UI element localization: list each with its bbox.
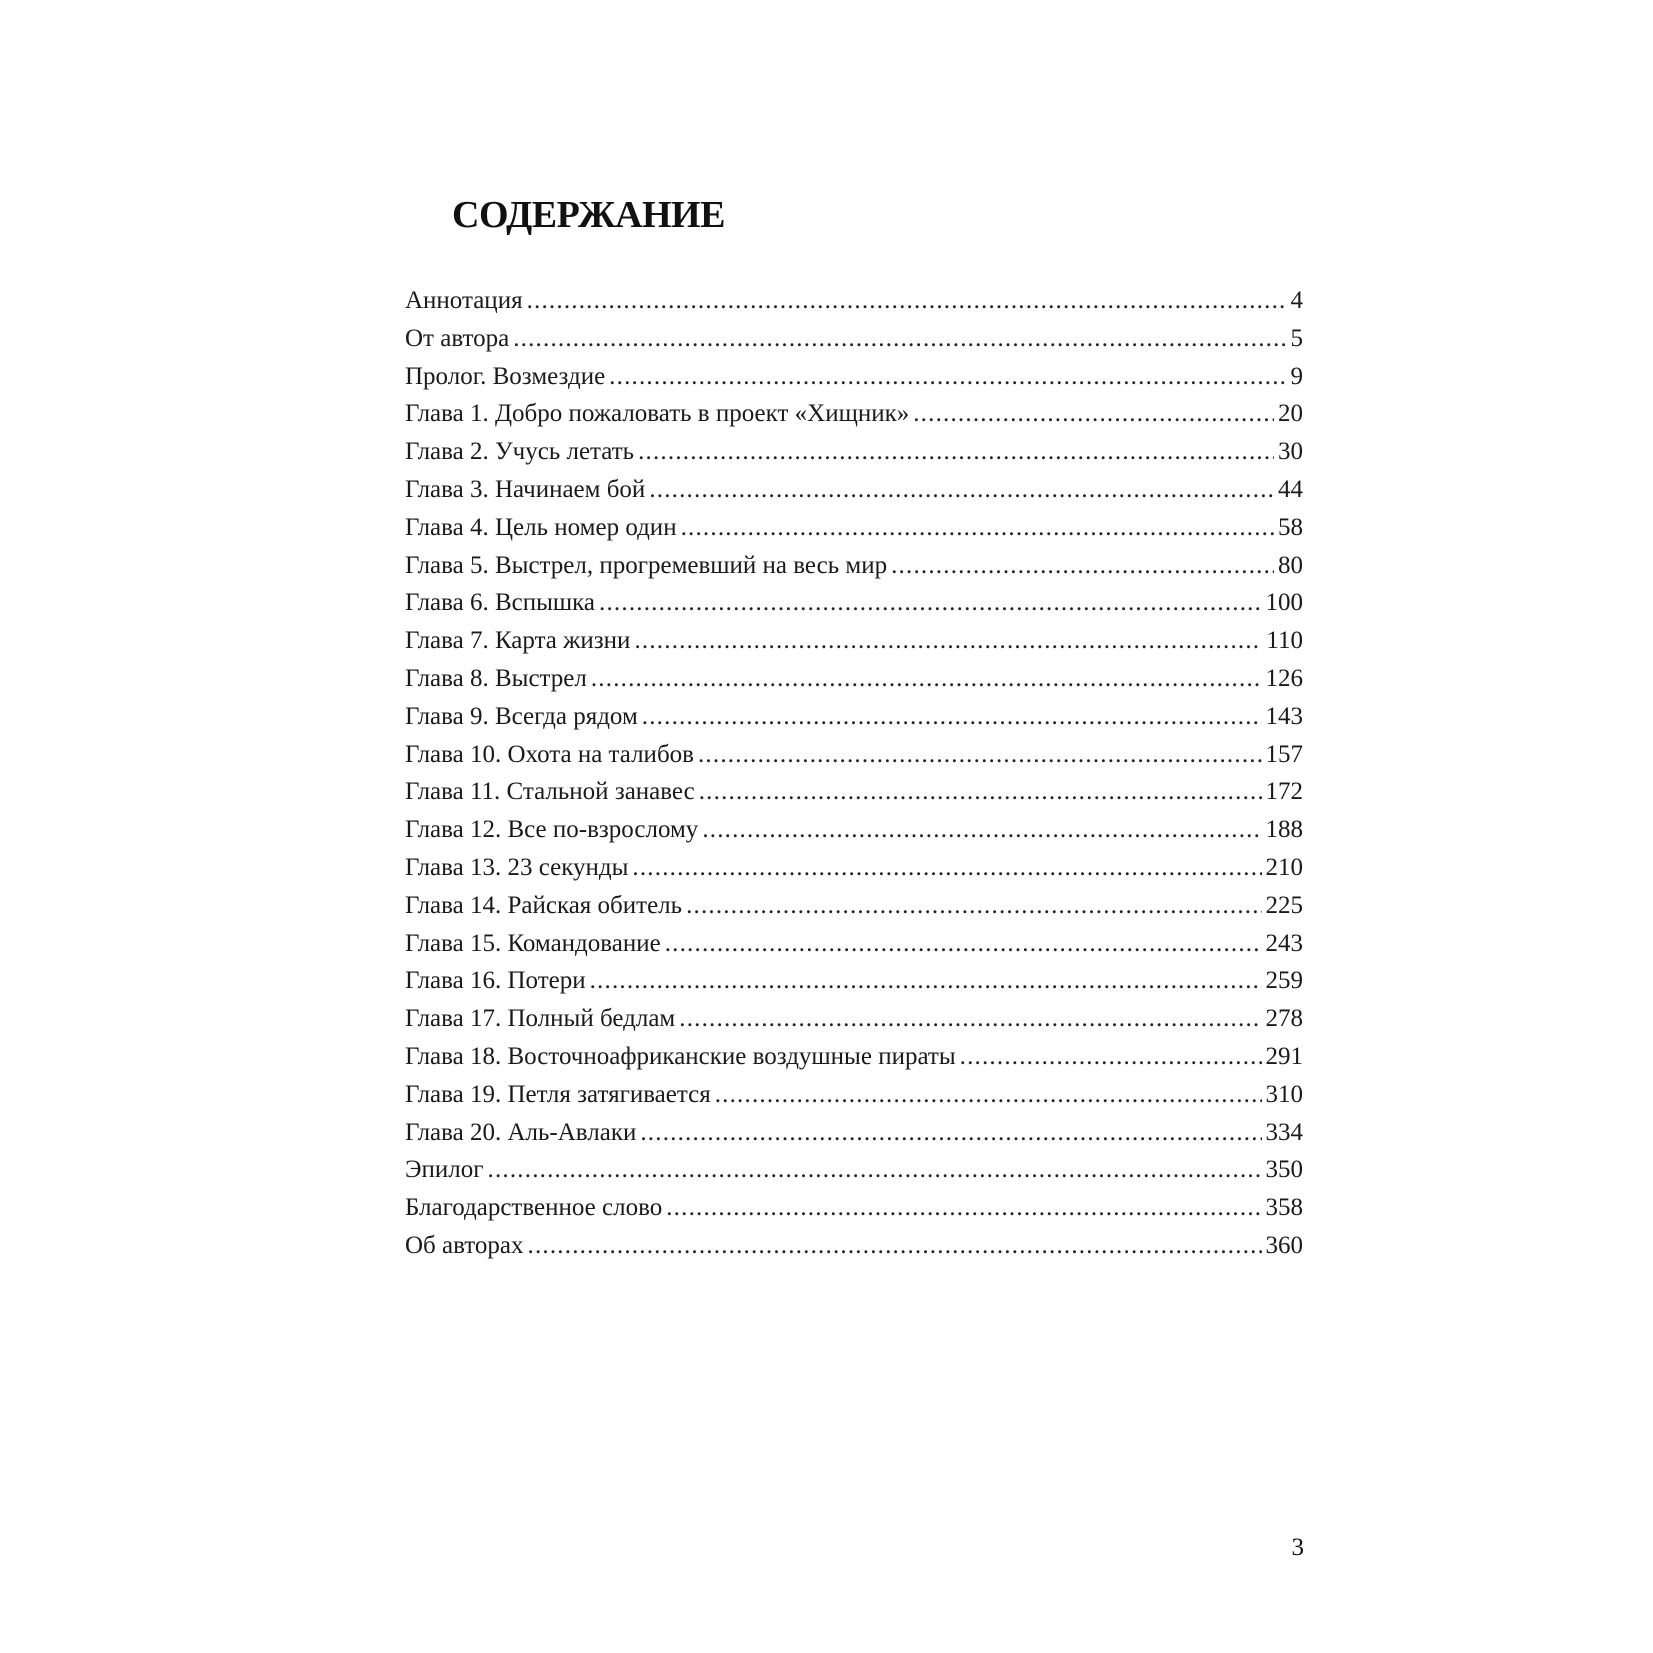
toc-entry-title: Глава 7. Карта жизни — [405, 627, 631, 655]
toc-entry-title: Глава 4. Цель номер один — [405, 513, 677, 541]
page-number: 3 — [1291, 1534, 1304, 1561]
toc-entry-page: 58 — [1278, 513, 1303, 541]
toc-entry[interactable] — [405, 547, 1303, 585]
toc-entry-page: 5 — [1290, 324, 1303, 352]
toc-entry-page: 350 — [1265, 1156, 1303, 1184]
toc-entry-title: Глава 17. Полный бедлам — [405, 1005, 676, 1033]
toc-entry-page: 310 — [1265, 1080, 1303, 1108]
toc-entry-title: Об авторах — [405, 1231, 524, 1259]
toc-entry[interactable] — [405, 433, 1303, 471]
toc-dot-leader — [488, 1151, 1262, 1189]
toc-entry-title: Глава 5. Выстрел, прогремевший на весь мир — [405, 551, 888, 579]
toc-dot-leader — [609, 358, 1286, 396]
toc-entry-title: Глава 10. Охота на талибов — [405, 740, 694, 768]
toc-dot-leader — [632, 849, 1261, 887]
toc-dot-leader — [891, 547, 1274, 585]
toc-entry-page: 80 — [1278, 551, 1303, 579]
toc-dot-leader — [715, 1076, 1262, 1114]
toc-entry[interactable] — [405, 773, 1303, 811]
toc-dot-leader — [649, 471, 1274, 509]
toc-entry[interactable] — [405, 925, 1303, 963]
toc-entry-title: Глава 15. Командование — [405, 929, 661, 957]
toc-entry[interactable] — [405, 358, 1303, 396]
toc-entry-page: 9 — [1290, 362, 1303, 390]
toc-entry-page: 259 — [1265, 967, 1303, 995]
toc-heading: СОДЕРЖАНИЕ — [452, 194, 725, 236]
toc-entry-title: Глава 14. Райская обитель — [405, 891, 683, 919]
toc-entry-page: 291 — [1265, 1042, 1303, 1070]
toc-dot-leader — [599, 584, 1261, 622]
toc-entry-title: От автора — [405, 324, 510, 352]
toc-entry-title: Глава 1. Добро пожаловать в проект «Хищник» — [405, 400, 910, 428]
toc-entry-title: Глава 13. 23 секунды — [405, 853, 629, 881]
toc-dot-leader — [634, 622, 1262, 660]
toc-entry-page: 334 — [1265, 1118, 1303, 1146]
toc-entry[interactable] — [405, 849, 1303, 887]
toc-entry-page: 100 — [1265, 589, 1303, 617]
toc-entry-page: 30 — [1278, 438, 1303, 466]
toc-entry-title: Глава 6. Вспышка — [405, 589, 596, 617]
toc-entry-title: Аннотация — [405, 287, 523, 314]
toc-entry[interactable] — [405, 471, 1303, 509]
toc-entry-title: Глава 8. Выстрел — [405, 664, 587, 692]
toc-entry-page: 126 — [1265, 664, 1303, 692]
toc-entry-title: Глава 3. Начинаем бой — [405, 475, 646, 503]
toc-entry[interactable] — [405, 282, 1303, 320]
toc-entry-page: 225 — [1265, 891, 1303, 919]
toc-dot-leader — [640, 1114, 1261, 1152]
toc-entry[interactable] — [405, 509, 1303, 547]
toc-dot-leader — [913, 395, 1274, 433]
toc-entry-title: Эпилог — [405, 1156, 484, 1184]
toc-dot-leader — [699, 773, 1262, 811]
toc-entry-page: 44 — [1278, 475, 1303, 503]
toc-dot-leader — [698, 736, 1262, 774]
toc-dot-leader — [960, 1038, 1262, 1076]
toc-entry-title: Глава 16. Потери — [405, 967, 586, 995]
toc-entry-title: Глава 11. Стальной занавес — [405, 778, 695, 806]
toc-dot-leader — [527, 282, 1287, 320]
toc-entry-title: Глава 19. Петля затягивается — [405, 1080, 711, 1108]
toc-dot-leader — [681, 509, 1274, 547]
toc-entry[interactable] — [405, 887, 1303, 925]
toc-dot-leader — [591, 660, 1262, 698]
toc-entry[interactable] — [405, 320, 1303, 358]
toc-entry[interactable] — [405, 1227, 1303, 1265]
toc-entry-page: 278 — [1265, 1005, 1303, 1033]
toc-entry[interactable] — [405, 1000, 1303, 1038]
toc-entry-title: Глава 12. Все по-взрослому — [405, 816, 699, 844]
toc-dot-leader — [666, 1189, 1261, 1227]
toc-entry[interactable] — [405, 1038, 1303, 1076]
toc-entry-page: 360 — [1265, 1231, 1303, 1259]
toc-entry-title: Пролог. Возмездие — [405, 362, 606, 390]
toc-dot-leader — [686, 887, 1261, 925]
toc-entry[interactable] — [405, 622, 1303, 660]
toc-entry-page: 4 — [1290, 287, 1303, 314]
toc-dot-leader — [528, 1227, 1262, 1265]
toc-entry-page: 143 — [1265, 702, 1303, 730]
table-of-contents — [405, 282, 1303, 1265]
toc-dot-leader — [638, 433, 1274, 471]
toc-dot-leader — [679, 1000, 1261, 1038]
toc-dot-leader — [513, 320, 1286, 358]
toc-entry-page: 358 — [1265, 1194, 1303, 1222]
toc-entry[interactable] — [405, 1189, 1303, 1227]
toc-entry[interactable] — [405, 1151, 1303, 1189]
toc-dot-leader — [642, 698, 1262, 736]
toc-entry-page: 110 — [1266, 627, 1303, 655]
toc-entry-title: Глава 9. Всегда рядом — [405, 702, 638, 730]
toc-entry-page: 172 — [1265, 778, 1303, 806]
toc-entry[interactable] — [405, 736, 1303, 774]
toc-entry[interactable] — [405, 584, 1303, 622]
toc-dot-leader — [665, 925, 1262, 963]
toc-entry[interactable] — [405, 1076, 1303, 1114]
toc-entry-page: 188 — [1265, 816, 1303, 844]
toc-entry-page: 157 — [1265, 740, 1303, 768]
toc-entry-title: Глава 18. Восточноафриканские воздушные пираты — [405, 1042, 956, 1070]
toc-dot-leader — [590, 962, 1262, 1000]
toc-entry-title: Глава 20. Аль-Авлаки — [405, 1118, 637, 1146]
toc-dot-leader — [702, 811, 1261, 849]
toc-entry[interactable] — [405, 962, 1303, 1000]
toc-entry[interactable] — [405, 395, 1303, 433]
toc-entry[interactable] — [405, 660, 1303, 698]
toc-entry-title: Глава 2. Учусь летать — [405, 438, 635, 466]
toc-entry-page: 243 — [1265, 929, 1303, 957]
toc-entry[interactable] — [405, 1114, 1303, 1152]
toc-entry-page: 210 — [1265, 853, 1303, 881]
toc-entry[interactable] — [405, 811, 1303, 849]
toc-entry[interactable] — [405, 698, 1303, 736]
toc-entry-title: Благодарственное слово — [405, 1194, 663, 1222]
toc-entry-page: 20 — [1278, 400, 1303, 428]
